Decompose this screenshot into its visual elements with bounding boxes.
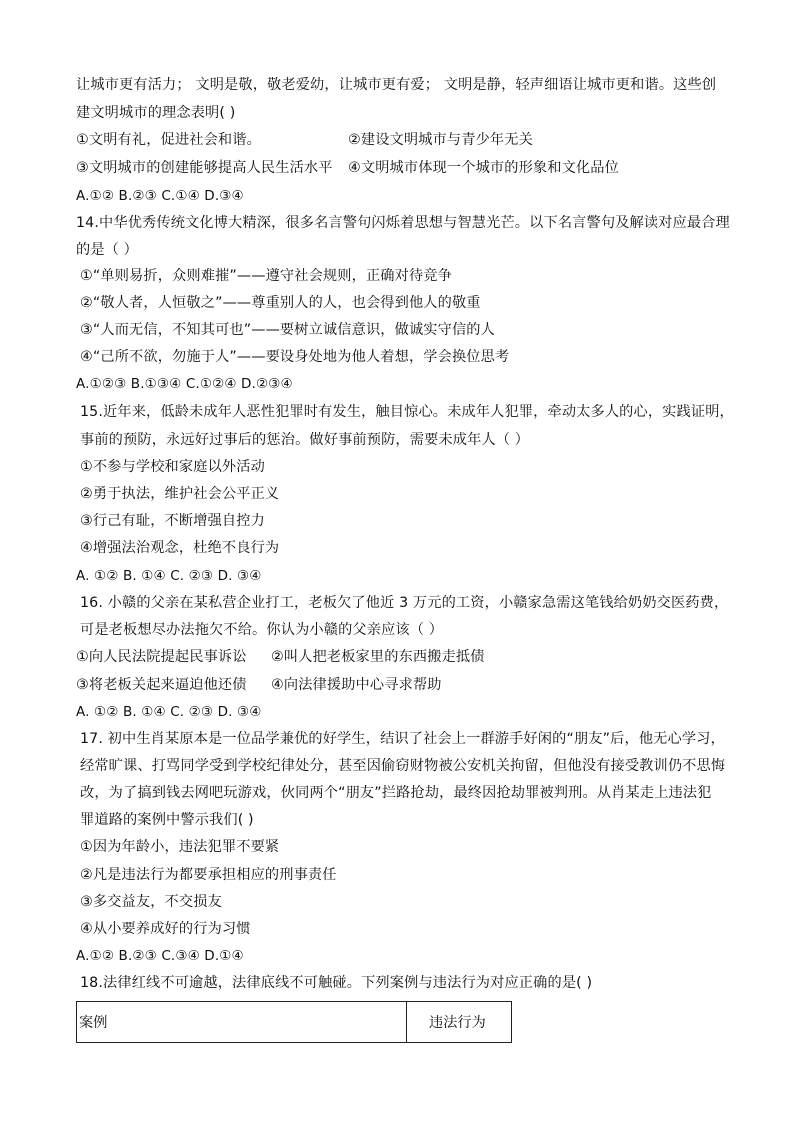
q16-stem-line-2: 可是老板想尽办法拖欠不给。你认为小赣的父亲应该（ ） bbox=[80, 622, 444, 638]
table-header-row bbox=[77, 1002, 512, 1043]
q15-answer-choices: A. ①② B. ①④ C. ②③ D. ③④ bbox=[76, 568, 262, 584]
q17-stem-line-3: 改，为了搞到钱去网吧玩游戏，伙同两个“朋友”拦路抢劫，最终因抢劫罪被判刑。从肖某走上违法犯 bbox=[80, 785, 712, 801]
q13-option-1: ①文明有礼，促进社会和谐。 bbox=[76, 132, 261, 148]
q15-option-4: ④增强法治观念，杜绝不良行为 bbox=[80, 540, 280, 556]
q15-option-2: ②勇于执法，维护社会公平正义 bbox=[80, 486, 280, 502]
q15-stem-line-1: 15.近年来，低龄未成年人恶性犯罪时有发生，触目惊心。未成年人犯罪，牵动太多人的心，实践证明， bbox=[80, 404, 734, 420]
q16-option-1: ①向人民法院提起民事诉讼 bbox=[76, 649, 247, 665]
q14-stem-line-1: 14.中华优秀传统文化博大精深，很多名言警句闪烁着思想与智慧光芒。以下名言警句及解读对应最合理 bbox=[76, 215, 730, 231]
q13-option-4: ④文明城市体现一个城市的形象和文化品位 bbox=[348, 160, 619, 176]
q15-stem-line-2: 事前的预防，永远好过事后的惩治。做好事前预防，需要未成年人（ ） bbox=[80, 432, 530, 448]
q13-text-line-1: 让城市更有活力； 文明是敬，敬老爱幼，让城市更有爱； 文明是静，轻声细语让城市更和谐。这些创 bbox=[76, 77, 717, 93]
q17-option-1: ①因为年龄小，违法犯罪不要紧 bbox=[80, 839, 280, 855]
q13-option-2: ②建设文明城市与青少年无关 bbox=[348, 132, 533, 148]
q14-option-1: ①“单则易折，众则难摧”——遵守社会规则，正确对待竞争 bbox=[80, 268, 452, 284]
q14-option-2: ②“敬人者，人恒敬之”——尊重别人的人，也会得到他人的敬重 bbox=[80, 295, 481, 311]
q17-option-3: ③多交益友，不交损友 bbox=[80, 894, 222, 910]
table-header-case: 案例 bbox=[77, 1002, 407, 1043]
case-table bbox=[76, 1001, 512, 1043]
q17-stem-line-2: 经常旷课、打骂同学受到学校纪律处分，甚至因偷窃财物被公安机关拘留，但他没有接受教训仍不思悔 bbox=[80, 758, 726, 774]
q13-option-3: ③文明城市的创建能够提高人民生活水平 bbox=[76, 160, 333, 176]
q13-answer-choices: A.①② B.②③ C.①④ D.③④ bbox=[76, 188, 244, 204]
q17-option-4: ④从小要养成好的行为习惯 bbox=[80, 921, 251, 937]
q16-option-2: ②叫人把老板家里的东西搬走抵债 bbox=[271, 649, 485, 665]
q13-text-line-2: 建文明城市的理念表明( ) bbox=[76, 105, 236, 121]
q14-answer-choices: A.①②③ B.①③④ C.①②④ D.②③④ bbox=[76, 376, 293, 392]
q16-option-3: ③将老板关起来逼迫他还债 bbox=[76, 677, 247, 693]
q17-answer-choices: A.①② B.②③ C.③④ D.①④ bbox=[76, 948, 244, 964]
q14-stem-line-2: 的是（ ） bbox=[76, 242, 139, 258]
table-header-violation: 违法行为 bbox=[407, 1002, 512, 1043]
q17-stem-line-4: 罪道路的案例中警示我们( ) bbox=[80, 812, 254, 828]
q17-option-2: ②凡是违法行为都要承担相应的刑事责任 bbox=[80, 867, 337, 883]
q18-stem: 18.法律红线不可逾越，法律底线不可触碰。下列案例与违法行为对应正确的是( ) bbox=[80, 975, 593, 991]
q16-answer-choices: A. ①② B. ①④ C. ②③ D. ③④ bbox=[76, 704, 262, 720]
q17-stem-line-1: 17. 初中生肖某原本是一位品学兼优的好学生，结识了社会上一群游手好闲的“朋友”后，他无心学习， bbox=[80, 731, 725, 747]
q15-option-1: ①不参与学校和家庭以外活动 bbox=[80, 459, 265, 475]
q16-option-4: ④向法律援助中心寻求帮助 bbox=[271, 677, 442, 693]
q15-option-3: ③行己有耻，不断增强自控力 bbox=[80, 513, 265, 529]
q14-option-3: ③“人而无信，不知其可也”——要树立诚信意识，做诚实守信的人 bbox=[80, 322, 495, 338]
q14-option-4: ④“己所不欲，勿施于人”——要设身处地为他人着想，学会换位思考 bbox=[80, 349, 510, 365]
q16-stem-line-1: 16. 小赣的父亲在某私营企业打工，老板欠了他近 3 万元的工资，小赣家急需这笔钱给奶奶交医药费， bbox=[80, 595, 729, 611]
